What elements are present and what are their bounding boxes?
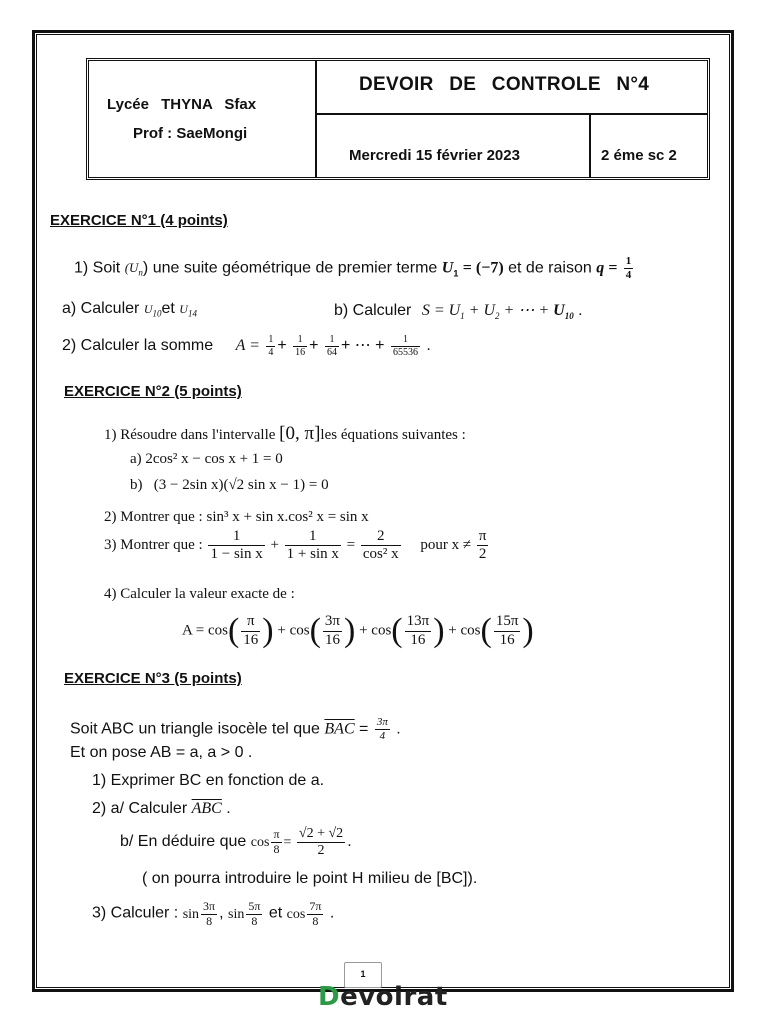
ex3-q2b: b/ En déduire que cos $\frac{\pi}{8}$ = $\frac{√2 + √2}{2}$ .: [120, 826, 352, 859]
ex1-qa: a) Calculer $U_{10}et$ $U_{14}$: [62, 300, 197, 319]
ex2-title: EXERCICE N°2 (5 points): [64, 383, 242, 400]
ex3-q3: 3) Calculer : sin $\frac{3\pi}{8}$ , sin $\frac{5\pi}{8}$ et cos $\frac{7\pi}{8}$ .: [92, 899, 335, 928]
ex3-q2c: ( on pourra introduire le point H milieu de [BC]).: [142, 870, 478, 887]
ex3-l2: Et on pose AB = a, a > 0 .: [70, 744, 253, 761]
ex1-qb: b) Calculer $S = U_1 + U_2$ + ⋯ + $U_{10}$ .: [334, 302, 583, 322]
ex2-q4: 4) Calculer la valeur exacte de :: [104, 586, 295, 602]
class-label: 2 éme sc 2: [601, 147, 677, 164]
ex3-title: EXERCICE N°3 (5 points): [64, 670, 242, 687]
school-name: Lycée THYNA Sfax: [107, 96, 257, 113]
header-table: [86, 58, 710, 180]
devoirat-logo: Devoirat: [318, 982, 448, 1012]
ex2-qb: b) (3 − 2sin x)(√2 sin x − 1) = 0: [130, 477, 329, 493]
exam-date: Mercredi 15 février 2023: [349, 147, 520, 164]
ex2-q3: 3) Montrer que : $\frac{1}{\text{1 − sin x}}$ + $\frac{1}{\text{1 + sin x}}$ = $\frac{2}{\text{cos² x}}$ pour x ≠ $\frac{\pi}{2}$: [104, 528, 487, 563]
teacher-name: Prof : SaeMongi: [133, 125, 248, 142]
ex3-q2: 2) a/ Calculer $\overline{ABC}$ .: [92, 800, 231, 817]
ex2-q1: 1) Résoudre dans l'intervalle [0, π]les équations suivantes :: [104, 423, 466, 444]
ex3-q1: 1) Exprimer BC en fonction de a.: [92, 772, 325, 789]
ex2-q2: 2) Montrer que : sin³ x + sin x.cos² x = sin x: [104, 509, 369, 525]
ex1-q1: 1) Soit $(U_n)$ une suite géométrique de premier terme $U_1 = (-7)$ et de raison q = $\frac{1}{4}$: [74, 255, 632, 281]
logo-d-icon: D: [318, 982, 341, 1012]
exam-title: DEVOIR DE CONTROLE N°4: [359, 74, 650, 95]
ex1-q2: 2) Calculer la somme A = $\frac{1}{4}$ + $\frac{1}{16}$ + $\frac{1}{64}$ + ⋯ + $\frac{1}{65536}$ .: [62, 334, 431, 358]
page-number: 1: [344, 962, 382, 988]
ex1-title: EXERCICE N°1 (4 points): [50, 212, 228, 229]
ex2-qa: a) 2cos² x − cos x + 1 = 0: [130, 451, 283, 467]
ex3-l1: Soit ABC un triangle isocèle tel que $\overline{BAC}$ = $\frac{3\pi}{4}$ .: [70, 716, 401, 742]
ex2-q4-formula: A = cos( $\frac{\pi}{16}$ ) + cos( $\frac{3\pi}{16}$ ) + cos( $\frac{13\pi}{16}$ ) + cos( $\frac{15\pi}{16}$ ): [182, 612, 534, 649]
